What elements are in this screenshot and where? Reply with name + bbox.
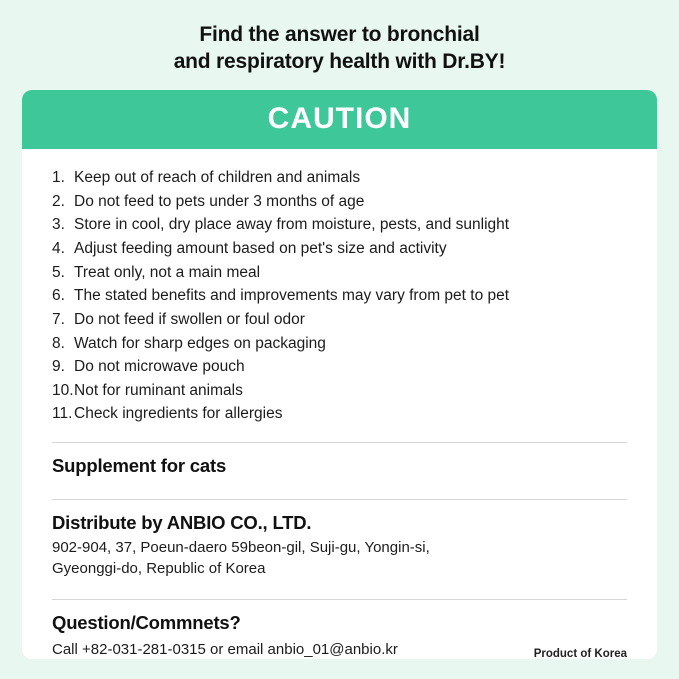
list-item-number: 3.: [52, 216, 65, 234]
list-item-number: 9.: [52, 358, 65, 376]
list-item: [52, 238, 627, 262]
contact-info: Call +82-031-281-0315 or email anbio_01@anbio.kr: [52, 641, 398, 659]
contact-row: [52, 636, 627, 659]
distributor-section: [52, 500, 627, 589]
list-item: [52, 379, 627, 403]
list-item-number: 1.: [52, 169, 65, 187]
list-item-number: 10.: [52, 381, 74, 399]
list-item: [52, 190, 627, 214]
list-item-number: 7.: [52, 310, 65, 328]
list-item-text: Check ingredients for allergies: [74, 405, 283, 423]
list-item-text: The stated benefits and improvements may vary from pet to pet: [74, 287, 510, 305]
product-origin: Product of Korea: [533, 647, 627, 659]
list-item-number: 11.: [52, 405, 73, 423]
list-item: [52, 167, 627, 191]
caution-card-body: [22, 149, 657, 659]
list-item: [52, 214, 627, 238]
distributor-title: Distribute by ANBIO CO., LTD.: [52, 512, 312, 534]
list-item-text: Keep out of reach of children and animals: [74, 169, 361, 187]
list-item: [52, 332, 627, 356]
list-item-text: Store in cool, dry place away from moisture, pests, and sunlight: [74, 216, 510, 234]
page-title-line-1: Find the answer to bronchial: [199, 23, 480, 46]
list-item: [52, 356, 627, 380]
caution-list: [52, 167, 627, 433]
list-item-text: Do not feed to pets under 3 months of age: [74, 192, 365, 210]
caution-card-header: CAUTION: [22, 90, 657, 149]
list-item-text: Adjust feeding amount based on pet's size and activity: [74, 240, 447, 258]
list-item-number: 6.: [52, 287, 65, 305]
list-item-text: Treat only, not a main meal: [74, 263, 261, 281]
page-title-line-2: and respiratory health with Dr.BY!: [173, 49, 506, 73]
list-item-text: Not for ruminant animals: [74, 381, 243, 399]
list-item: [52, 308, 627, 332]
caution-card: [22, 90, 657, 659]
distributor-address-line-2: Gyeonggi-do, Republic of Korea: [52, 559, 266, 577]
supplement-title: Supplement for cats: [52, 455, 227, 477]
distributor-address: [52, 538, 627, 579]
list-item-number: 5.: [52, 263, 65, 281]
supplement-section: [52, 443, 627, 489]
question-title: Question/Commnets?: [52, 612, 241, 634]
page-title: [22, 22, 657, 76]
list-item-number: 4.: [52, 240, 65, 258]
list-item-number: 2.: [52, 192, 65, 210]
list-item: [52, 261, 627, 285]
list-item: [52, 403, 627, 427]
list-item-text: Do not microwave pouch: [74, 358, 245, 376]
list-item-text: Do not feed if swollen or foul odor: [74, 310, 305, 328]
distributor-address-line-1: 902-904, 37, Poeun-daero 59beon-gil, Suji-gu, Yongin-si,: [52, 539, 430, 557]
list-item-text: Watch for sharp edges on packaging: [74, 334, 326, 352]
list-item: [52, 285, 627, 309]
list-item-number: 8.: [52, 334, 65, 352]
question-section: [52, 600, 627, 659]
